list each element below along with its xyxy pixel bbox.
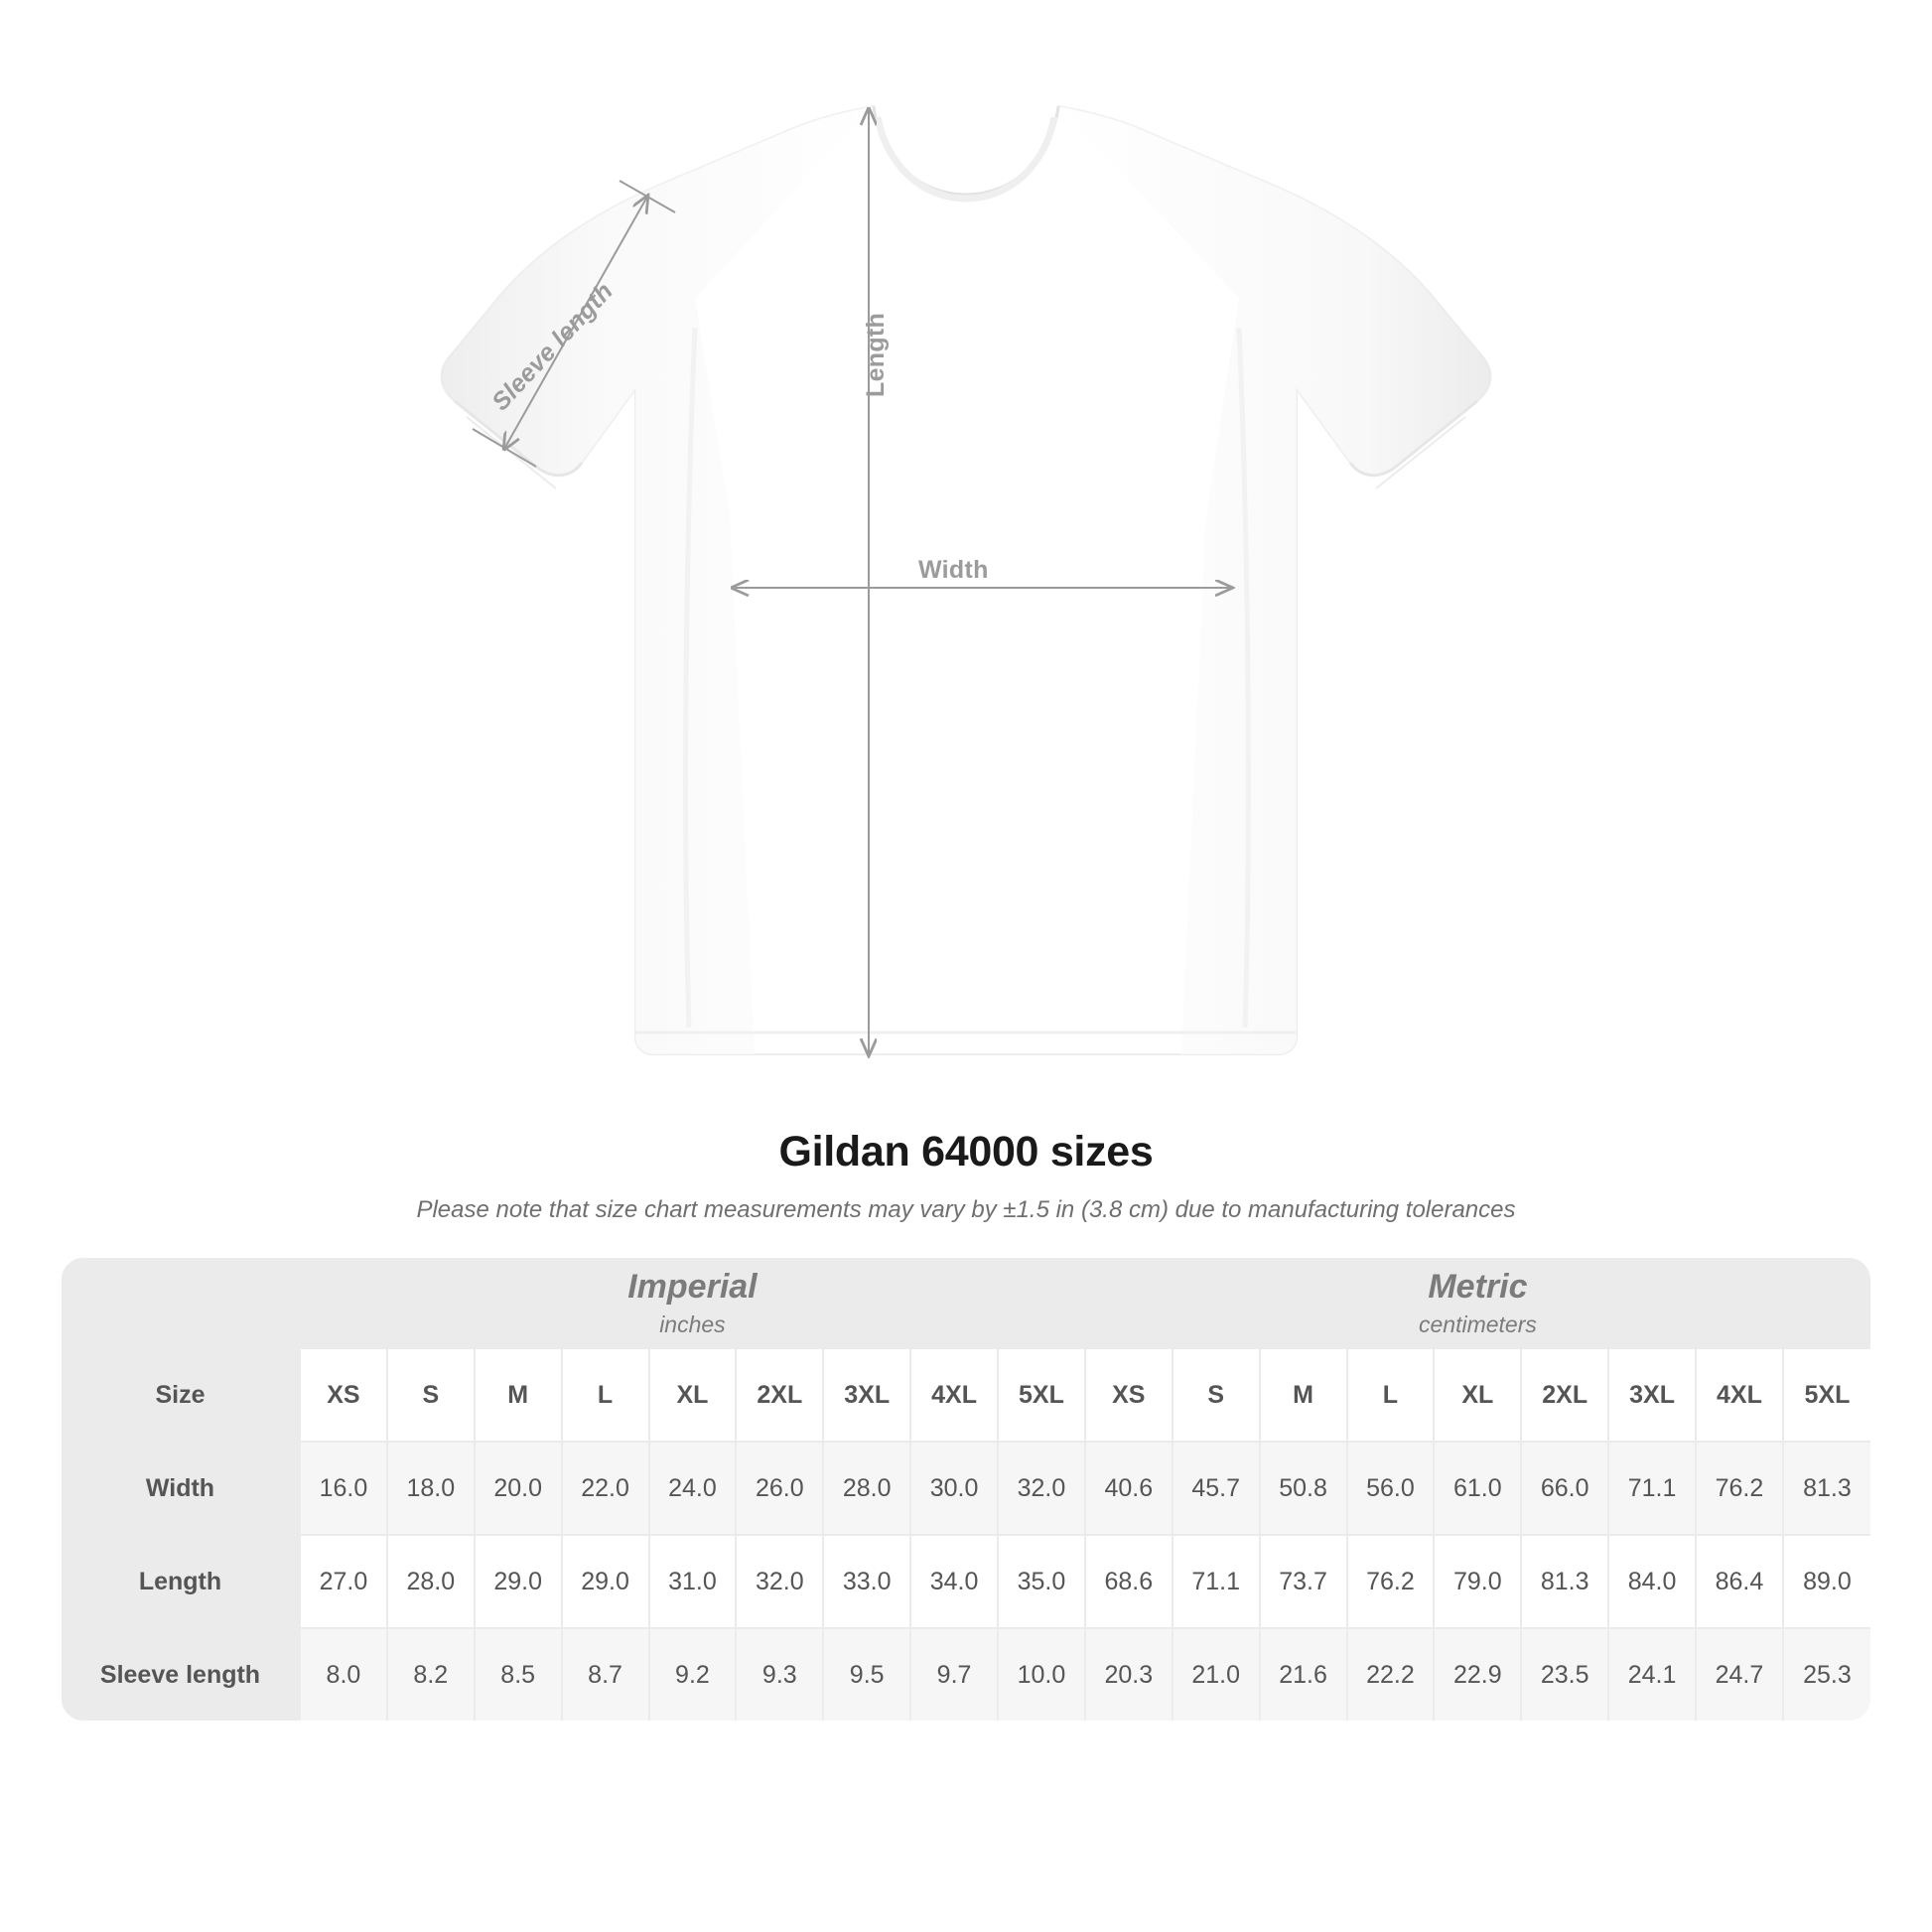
- cell: 22.2: [1347, 1628, 1435, 1721]
- size-row-label: Size: [62, 1349, 300, 1442]
- sleeve-length-dimension-label: Sleeve length: [486, 277, 620, 417]
- cell: 71.1: [1173, 1535, 1260, 1628]
- cell: 9.3: [736, 1628, 823, 1721]
- cell: 73.7: [1260, 1535, 1347, 1628]
- table-row: [62, 1535, 1870, 1628]
- size-header-cell: 2XL: [1521, 1349, 1608, 1442]
- cell: 86.4: [1696, 1535, 1783, 1628]
- cell: 40.6: [1085, 1442, 1173, 1535]
- unit-sub-metric: centimeters: [1419, 1311, 1537, 1337]
- unit-header-row: [62, 1258, 1870, 1349]
- cell: 34.0: [910, 1535, 998, 1628]
- unit-header-imperial: [300, 1258, 1085, 1349]
- cell: 28.0: [823, 1442, 910, 1535]
- row-label-width: Width: [62, 1442, 300, 1535]
- size-header-cell: L: [562, 1349, 649, 1442]
- cell: 79.0: [1434, 1535, 1521, 1628]
- cell: 8.7: [562, 1628, 649, 1721]
- size-header-cell: 4XL: [1696, 1349, 1783, 1442]
- cell: 89.0: [1783, 1535, 1870, 1628]
- size-header-cell: 5XL: [998, 1349, 1085, 1442]
- cell: 32.0: [998, 1442, 1085, 1535]
- cell: 9.7: [910, 1628, 998, 1721]
- cell: 50.8: [1260, 1442, 1347, 1535]
- size-header-cell: 4XL: [910, 1349, 998, 1442]
- size-header-cell: 5XL: [1783, 1349, 1870, 1442]
- cell: 9.5: [823, 1628, 910, 1721]
- cell: 31.0: [649, 1535, 737, 1628]
- length-dimension-label: Length: [862, 312, 890, 397]
- cell: 20.0: [475, 1442, 562, 1535]
- size-header-row: [62, 1349, 1870, 1442]
- tolerance-note: Please note that size chart measurements may vary by ±1.5 in (3.8 cm) due to manufacturing tolerances: [416, 1196, 1516, 1223]
- cell: 56.0: [1347, 1442, 1435, 1535]
- cell: 22.0: [562, 1442, 649, 1535]
- size-header-cell: XS: [1085, 1349, 1173, 1442]
- size-header-cell: XL: [649, 1349, 737, 1442]
- cell: 32.0: [736, 1535, 823, 1628]
- cell: 21.0: [1173, 1628, 1260, 1721]
- cell: 81.3: [1783, 1442, 1870, 1535]
- cell: 20.3: [1085, 1628, 1173, 1721]
- size-header-cell: 3XL: [1608, 1349, 1696, 1442]
- cell: 8.5: [475, 1628, 562, 1721]
- cell: 26.0: [736, 1442, 823, 1535]
- cell: 29.0: [475, 1535, 562, 1628]
- size-header-cell: 2XL: [736, 1349, 823, 1442]
- cell: 21.6: [1260, 1628, 1347, 1721]
- cell: 22.9: [1434, 1628, 1521, 1721]
- unit-title-imperial: Imperial: [627, 1267, 758, 1306]
- size-table: [62, 1258, 1870, 1721]
- cell: 35.0: [998, 1535, 1085, 1628]
- cell: 8.0: [300, 1628, 387, 1721]
- cell: 81.3: [1521, 1535, 1608, 1628]
- cell: 27.0: [300, 1535, 387, 1628]
- cell: 45.7: [1173, 1442, 1260, 1535]
- cell: 23.5: [1521, 1628, 1608, 1721]
- table-row: [62, 1442, 1870, 1535]
- size-header-cell: S: [387, 1349, 475, 1442]
- unit-sub-imperial: inches: [659, 1311, 726, 1337]
- cell: 84.0: [1608, 1535, 1696, 1628]
- cell: 29.0: [562, 1535, 649, 1628]
- row-label-sleeve-length: Sleeve length: [62, 1628, 300, 1721]
- cell: 71.1: [1608, 1442, 1696, 1535]
- cell: 61.0: [1434, 1442, 1521, 1535]
- unit-title-metric: Metric: [1428, 1267, 1528, 1306]
- size-header-cell: M: [1260, 1349, 1347, 1442]
- cell: 25.3: [1783, 1628, 1870, 1721]
- cell: 16.0: [300, 1442, 387, 1535]
- unit-header-metric: [1085, 1258, 1870, 1349]
- size-header-cell: 3XL: [823, 1349, 910, 1442]
- row-label-length: Length: [62, 1535, 300, 1628]
- cell: 24.7: [1696, 1628, 1783, 1721]
- width-dimension-label: Width: [918, 556, 989, 584]
- cell: 18.0: [387, 1442, 475, 1535]
- cell: 66.0: [1521, 1442, 1608, 1535]
- cell: 24.0: [649, 1442, 737, 1535]
- size-header-cell: XS: [300, 1349, 387, 1442]
- size-header-cell: S: [1173, 1349, 1260, 1442]
- table-row: [62, 1628, 1870, 1721]
- cell: 30.0: [910, 1442, 998, 1535]
- cell: 68.6: [1085, 1535, 1173, 1628]
- cell: 9.2: [649, 1628, 737, 1721]
- cell: 8.2: [387, 1628, 475, 1721]
- cell: 24.1: [1608, 1628, 1696, 1721]
- size-header-cell: XL: [1434, 1349, 1521, 1442]
- cell: 76.2: [1347, 1535, 1435, 1628]
- cell: 33.0: [823, 1535, 910, 1628]
- size-header-cell: L: [1347, 1349, 1435, 1442]
- unit-header-spacer: [62, 1258, 300, 1349]
- cell: 10.0: [998, 1628, 1085, 1721]
- size-table-wrapper: [62, 1258, 1870, 1721]
- cell: 76.2: [1696, 1442, 1783, 1535]
- page-title: Gildan 64000 sizes: [778, 1128, 1154, 1175]
- cell: 28.0: [387, 1535, 475, 1628]
- chart-title-block: [0, 1128, 1932, 1224]
- size-header-cell: M: [475, 1349, 562, 1442]
